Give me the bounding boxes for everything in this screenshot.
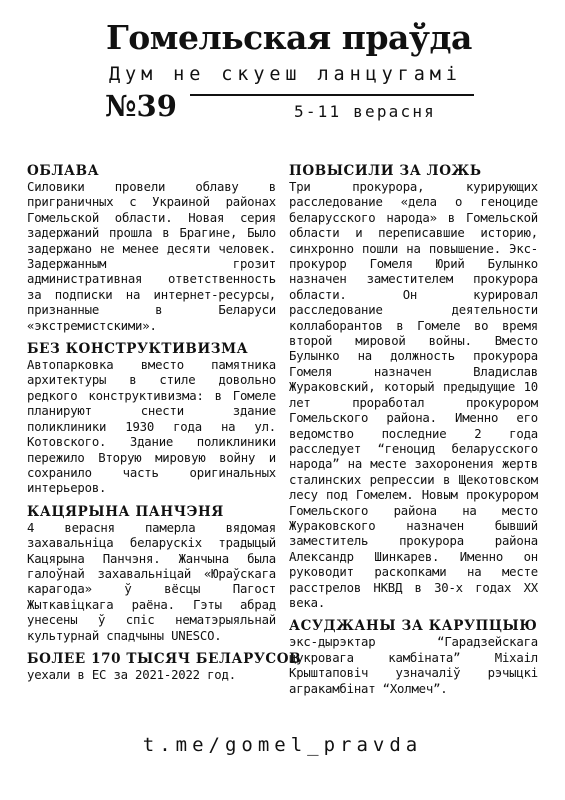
issue-number: №39: [105, 89, 177, 123]
article-heading: АСУДЖАНЫ ЗА КАРУПЦЫЮ: [289, 618, 538, 635]
left-column: [27, 162, 302, 689]
issue-date: 5-11 верасня: [294, 102, 436, 121]
article-heading: КАЦЯРЫНА ПАНЧЭНЯ: [27, 503, 224, 520]
article-heading: ПОВЫСИЛИ ЗА ЛОЖЬ: [289, 163, 482, 179]
article-heading: БОЛЕЕ 170 ТЫСЯЧ БЕЛАРУСОВ: [27, 650, 302, 667]
newspaper-title: Гомельская праўда: [106, 18, 472, 57]
masthead-divider: [190, 94, 474, 96]
article-heading: БЕЗ КОНСТРУКТИВИЗМА: [27, 341, 249, 358]
article-body: Автопарковка вместо памятника архитектуры в стиле довольно редкого конструктивизма: в Гомеле планируют снести здание поликлиники 1930 года на ул. Котовского. Здание поликлиники пережило Вторую мировую войну и сохранило часть оригинальных интерьеров.: [27, 358, 276, 496]
article-body: экс-дырэктар “Гарадзейскага цукровага камбіната” Міхаіл Крыштаповіч узначаліў рэчыцкі агракамбінат “Холмеч”.: [289, 635, 538, 696]
article-panchenia: [27, 503, 276, 644]
right-column: [289, 162, 538, 703]
article-body: Три прокурора, курирующих расследование «дела о геноциде беларусского народа» в Гомельской области и переписавшие историю, синхронно пошли на повышение. Экс-прокурор Гомеля Юрий Булынко назначен заместителем прокурора области. Он курировал расследование деятельности коллаборантов в Гомеле во время второй мировой войны. Вместо Булынко на должность прокурора Гомеля назначен Владислав Жураковский, который предыдущие 10 лет проработал прокурором Гомельского района. Именно его ведомство последние 2 года расследует “геноцид беларусского народа” на месте захоронения жертв сталинских репрессии в Щекотовском лесу под Гомелем. Новым прокурором Гомельского района на место Жураковского назначен бывший заместитель прокурора района Александр Шинкарев. Именно он руководит раскопками на месте расстрелов НКВД в 30-х годах XX века.: [289, 180, 538, 610]
telegram-link[interactable]: t.me/gomel_pravda: [142, 734, 423, 756]
article-body: уехали в ЕС за 2021-2022 год.: [27, 667, 236, 682]
newspaper-slogan: Дум не скуеш ланцугамі: [109, 64, 462, 85]
article-body: Силовики провели облаву в приграничных с Украиной районах Гомельской области. Новая серия задержаний прошла в Брагине, Было задержано не менее десяти человек. Задержанным грозит административная ответственность за подписки на интернет-ресурсы, признанные в Беларуси «экстремистскими».: [27, 180, 276, 333]
article-prosecutors: [289, 162, 538, 611]
article-corruption: [289, 617, 538, 697]
article-constructivism: [27, 340, 276, 497]
masthead: [0, 0, 565, 135]
article-body: 4 верасня памерла вядомая захавальніца беларускіх традыцый Кацярына Панчэня. Жанчына была галоўнай захавальніцай «Юраўскага карагода» ў вёсцы Пагост Жыткавіцкага раёна. Гэты абрад унесены ў спіс нематэрыяльнай культурнай спадчыны UNESCO.: [27, 520, 276, 643]
article-emigration: [27, 650, 302, 683]
article-heading: ОБЛАВА: [27, 163, 100, 179]
article-oblava: [27, 162, 276, 334]
